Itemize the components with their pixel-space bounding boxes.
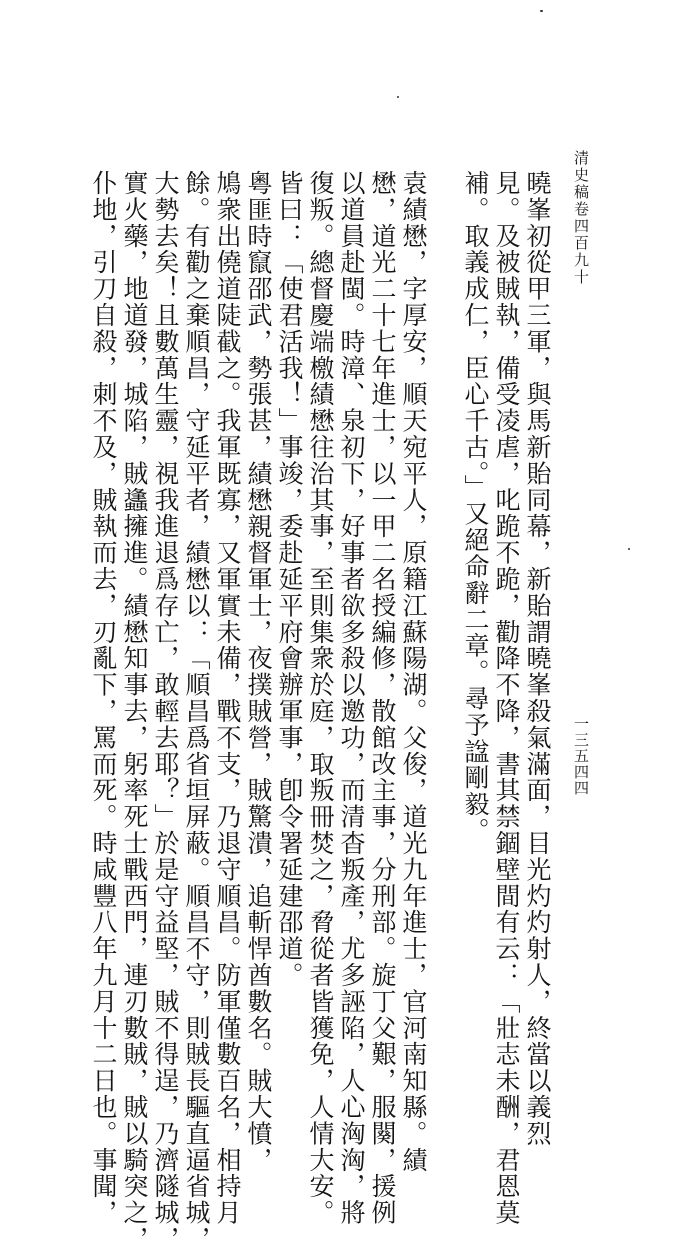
text-column: 實火藥，地道發，城陷，賊蠭擁進。績懋知事去，躬率死士戰西門，連刃數賊，賊以騎突之， [120, 170, 149, 1252]
text-column: 仆地，引刀自殺，刺不及，賊執而去，刃亂下，罵而死。時咸豐八年九月十二日也。事聞， [89, 170, 118, 1226]
scan-speck [397, 96, 399, 98]
text-column: 鳩衆出僥道陡截之。我軍既寡，又軍實未備，戰不支，乃退守順昌。防軍僅數百名，相持月 [213, 170, 242, 1226]
text-column: 餘。有勸之棄順昌，守延平者，績懋以：「順昌爲省垣屏蔽。順昌不守，則賊長驅直逼省城， [182, 170, 211, 1252]
text-column: 粵匪時竄邵武，勢張甚，績懋親督軍士，夜撲賊營，賊驚潰，追斬悍酋數名。賊大憤， [244, 170, 273, 1174]
text-column: 皆曰：「使君活我！」事竣，委赴延平府會辦軍事，卽令署延建邵道。 [275, 170, 304, 989]
scan-speck [540, 10, 543, 12]
text-column: 以道員赴閩。時漳、泉初下，好事者欲多殺以邀功，而清杳叛產，尤多誣陷，人心洶洶，將 [337, 170, 366, 1226]
text-column: 復叛。總督慶端檄績懋往治其事，至則集衆於庭，取叛冊焚之，脅從者皆獲免，人情大安。 [306, 170, 335, 1226]
paragraph-gap [429, 170, 460, 970]
page-number: 一三五四四 [572, 716, 590, 796]
text-column: 袁績懋，字厚安，順天宛平人，原籍江蘇陽湖。父俊，道光九年進士，官河南知縣。績 [399, 170, 428, 1174]
text-column: 大勢去矣！且數萬生靈，視我進退爲存亡，敢輕去耶？」於是守益堅，賊不得逞，乃濟隧城， [151, 170, 180, 1252]
text-column: 曉峯初從甲三軍，與馬新貽同幕，新貽謂曉峯殺氣滿面，目光灼灼射人，終當以義烈 [523, 170, 552, 1147]
scan-speck [628, 548, 630, 550]
text-column: 補。取義成仁，臣心千古。」又絕命辭二章。尋予諡剛毅。 [461, 170, 490, 844]
text-column: 見。及被賊執，備受凌虐，叱跪不跪，勸降不降，書其禁錮壁間有云：「壯志未酬，君恩莫 [492, 170, 521, 1226]
book-title-header: 清史稿卷四百九十 [572, 150, 590, 286]
text-column: 懋，道光二十七年進士，以一甲二名授編修，散館改主事，分刑部。旋丁父艱，服闋，援例 [368, 170, 397, 1226]
vertical-text-body [88, 170, 553, 1252]
